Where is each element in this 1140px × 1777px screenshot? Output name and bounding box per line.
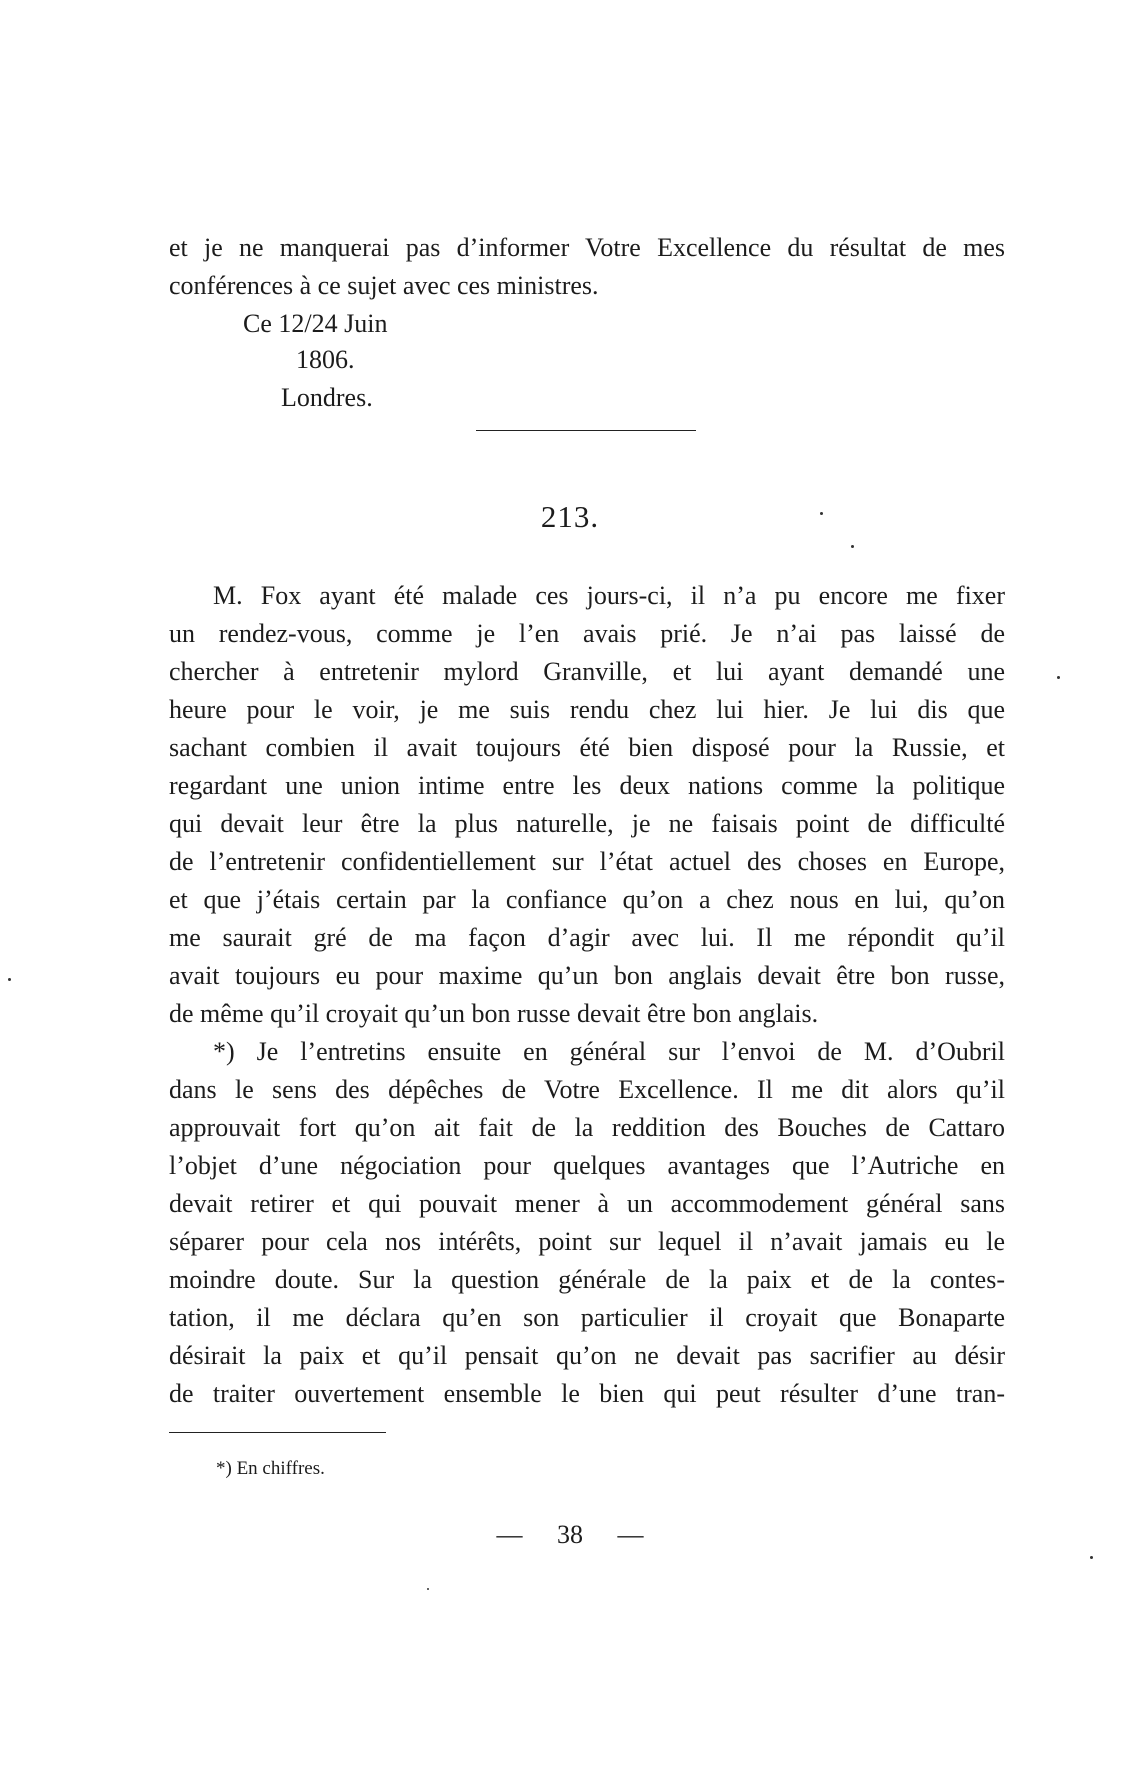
body-line: approuvait fort qu’on ait fait de la reddition des Bouches de Cattaro — [169, 1113, 1005, 1142]
body-line: de traiter ouvertement ensemble le bien qui peut résulter d’une tran- — [169, 1379, 1005, 1408]
scan-speck — [851, 545, 854, 548]
body-line: sachant combien il avait toujours été bien disposé pour la Russie, et — [169, 733, 1005, 762]
body-line: séparer pour cela nos intérêts, point sur lequel il n’avait jamais eu le — [169, 1227, 1005, 1256]
scan-speck — [1057, 676, 1060, 679]
body-line: un rendez-vous, comme je l’en avais prié. Je n’ai pas laissé de — [169, 619, 1005, 648]
body-line: moindre doute. Sur la question générale de la paix et de la contes- — [169, 1265, 1005, 1294]
body-line: me saurait gré de ma façon d’agir avec lui. Il me répondit qu’il — [169, 923, 1005, 952]
footnote: *) En chiffres. — [216, 1458, 325, 1479]
body-line: tation, il me déclara qu’en son particulier il croyait que Bonaparte — [169, 1303, 1005, 1332]
body-line: *) Je l’entretins ensuite en général sur l’envoi de M. d’Oubril — [213, 1037, 1005, 1066]
body-line: de l’entretenir confidentiellement sur l’état actuel des choses en Europe, — [169, 847, 1005, 876]
page-number: — 38 — — [496, 1520, 644, 1549]
dateline-year: 1806. — [296, 345, 355, 374]
body-line: heure pour le voir, je me suis rendu chez lui hier. Je lui dis que — [169, 695, 1005, 724]
scan-speck — [427, 1588, 429, 1590]
section-divider — [476, 430, 696, 431]
body-line: l’objet d’une négociation pour quelques avantages que l’Autriche en — [169, 1151, 1005, 1180]
scan-speck — [820, 512, 823, 515]
body-line: avait toujours eu pour maxime qu’un bon anglais devait être bon russe, — [169, 961, 1005, 990]
document-number: 213. — [540, 499, 600, 534]
body-line: M. Fox ayant été malade ces jours-ci, il n’a pu encore me fixer — [213, 581, 1005, 610]
previous-letter-line: et je ne manquerai pas d’informer Votre Excellence du résultat de mes — [169, 233, 1005, 262]
body-line: chercher à entretenir mylord Granville, et lui ayant demandé une — [169, 657, 1005, 686]
body-line: de même qu’il croyait qu’un bon russe devait être bon anglais. — [169, 999, 819, 1028]
body-line: qui devait leur être la plus naturelle, je ne faisais point de difficulté — [169, 809, 1005, 838]
body-line: désirait la paix et qu’il pensait qu’on ne devait pas sacrifier au désir — [169, 1341, 1005, 1370]
body-line: regardant une union intime entre les deux nations comme la politique — [169, 771, 1005, 800]
scan-speck — [1090, 1556, 1093, 1559]
footnote-rule — [169, 1432, 386, 1433]
body-line: dans le sens des dépêches de Votre Excellence. Il me dit alors qu’il — [169, 1075, 1005, 1104]
previous-letter-line: conférences à ce sujet avec ces ministres. — [169, 271, 599, 300]
body-line: et que j’étais certain par la confiance qu’on a chez nous en lui, qu’on — [169, 885, 1005, 914]
dateline-place: Londres. — [281, 383, 373, 412]
scan-speck — [8, 978, 11, 981]
body-line: devait retirer et qui pouvait mener à un accommodement général sans — [169, 1189, 1005, 1218]
dateline-date: Ce 12/24 Juin — [243, 309, 388, 338]
